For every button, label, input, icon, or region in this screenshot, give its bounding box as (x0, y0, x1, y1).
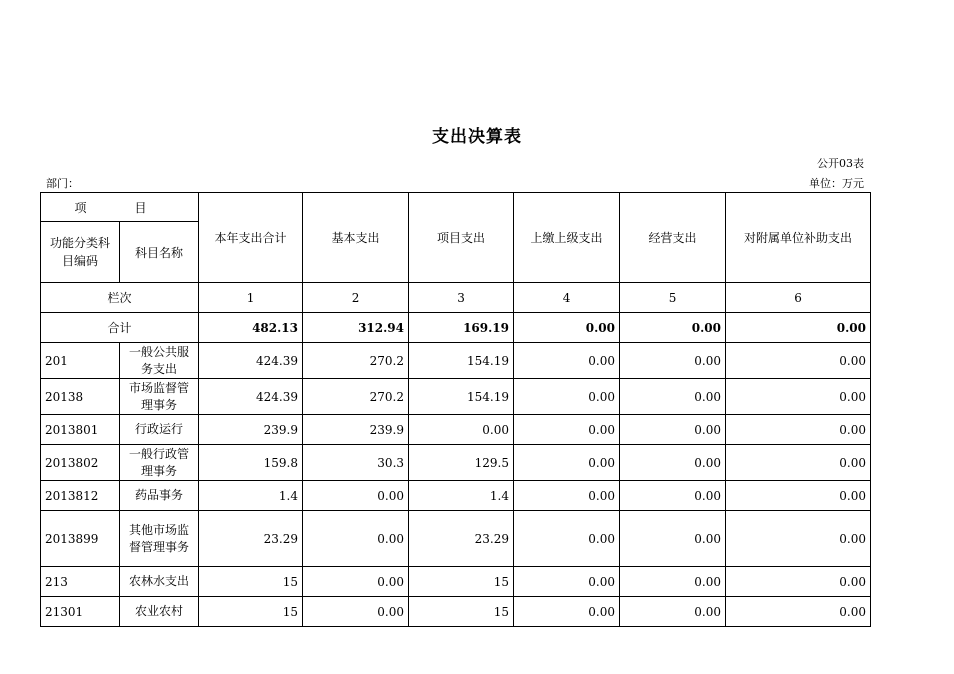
header-col-4: 上缴上级支出 (514, 193, 620, 283)
row-value: 30.3 (303, 445, 409, 481)
row-value: 15 (199, 597, 303, 627)
index-number: 1 (199, 283, 303, 313)
index-number: 2 (303, 283, 409, 313)
index-number: 3 (409, 283, 514, 313)
row-name: 一般公共服务支出 (120, 343, 199, 379)
row-value: 0.00 (514, 481, 620, 511)
table-row (41, 379, 871, 415)
row-name: 一般行政管理事务 (120, 445, 199, 481)
row-value: 154.19 (409, 379, 514, 415)
header-row-project (41, 193, 871, 222)
row-value: 15 (409, 567, 514, 597)
table-row (41, 445, 871, 481)
table-row (41, 597, 871, 627)
row-value: 0.00 (620, 415, 726, 445)
expenditure-table (40, 192, 871, 627)
row-value: 0.00 (620, 445, 726, 481)
row-value: 0.00 (514, 343, 620, 379)
row-value: 270.2 (303, 343, 409, 379)
table-row (41, 415, 871, 445)
row-value: 0.00 (726, 597, 871, 627)
row-value: 0.00 (726, 481, 871, 511)
table-row (41, 343, 871, 379)
row-value: 0.00 (620, 597, 726, 627)
row-name: 药品事务 (120, 481, 199, 511)
row-code: 2013801 (41, 415, 120, 445)
row-value: 239.9 (303, 415, 409, 445)
index-label: 栏次 (41, 283, 199, 313)
header-func-code: 功能分类科目编码 (41, 222, 120, 283)
row-value: 23.29 (409, 511, 514, 567)
index-number: 5 (620, 283, 726, 313)
row-value: 159.8 (199, 445, 303, 481)
header-col-6: 对附属单位补助支出 (726, 193, 871, 283)
header-col-2: 基本支出 (303, 193, 409, 283)
row-value: 0.00 (303, 597, 409, 627)
total-value: 0.00 (514, 313, 620, 343)
unit-label: 单位：万元 (809, 177, 864, 190)
row-value: 0.00 (726, 415, 871, 445)
index-number: 6 (726, 283, 871, 313)
total-row (41, 313, 871, 343)
row-value: 0.00 (726, 343, 871, 379)
index-row (41, 283, 871, 313)
row-code: 20138 (41, 379, 120, 415)
row-value: 0.00 (726, 511, 871, 567)
row-name: 农林水支出 (120, 567, 199, 597)
total-value: 0.00 (726, 313, 871, 343)
row-value: 0.00 (726, 567, 871, 597)
row-code: 21301 (41, 597, 120, 627)
row-value: 154.19 (409, 343, 514, 379)
table-row (41, 511, 871, 567)
row-name: 农业农村 (120, 597, 199, 627)
row-value: 0.00 (514, 415, 620, 445)
index-number: 4 (514, 283, 620, 313)
row-value: 0.00 (620, 343, 726, 379)
row-name: 市场监督管理事务 (120, 379, 199, 415)
row-name: 其他市场监督管理事务 (120, 511, 199, 567)
row-value: 0.00 (620, 567, 726, 597)
row-value: 0.00 (514, 567, 620, 597)
row-value: 0.00 (303, 481, 409, 511)
table-row (41, 567, 871, 597)
row-value: 0.00 (409, 415, 514, 445)
row-value: 0.00 (514, 379, 620, 415)
row-value: 0.00 (620, 379, 726, 415)
row-value: 239.9 (199, 415, 303, 445)
row-value: 129.5 (409, 445, 514, 481)
row-value: 424.39 (199, 379, 303, 415)
header-col-5: 经营支出 (620, 193, 726, 283)
row-value: 0.00 (303, 567, 409, 597)
row-value: 0.00 (514, 445, 620, 481)
row-code: 213 (41, 567, 120, 597)
row-value: 15 (199, 567, 303, 597)
table-row (41, 481, 871, 511)
form-code: 公开03表 (817, 157, 864, 170)
header-col-3: 项目支出 (409, 193, 514, 283)
row-value: 1.4 (199, 481, 303, 511)
row-value: 424.39 (199, 343, 303, 379)
row-value: 0.00 (514, 511, 620, 567)
row-value: 0.00 (303, 511, 409, 567)
row-code: 2013899 (41, 511, 120, 567)
row-name: 行政运行 (120, 415, 199, 445)
total-value: 0.00 (620, 313, 726, 343)
row-value: 0.00 (726, 379, 871, 415)
row-value: 0.00 (620, 511, 726, 567)
row-value: 23.29 (199, 511, 303, 567)
page-title: 支出决算表 (432, 127, 522, 147)
row-value: 0.00 (514, 597, 620, 627)
header-subject-name: 科目名称 (120, 222, 199, 283)
row-code: 2013802 (41, 445, 120, 481)
row-value: 270.2 (303, 379, 409, 415)
row-value: 15 (409, 597, 514, 627)
row-value: 1.4 (409, 481, 514, 511)
header-col-1: 本年支出合计 (199, 193, 303, 283)
department-label: 部门： (46, 177, 79, 190)
row-code: 201 (41, 343, 120, 379)
total-value: 482.13 (199, 313, 303, 343)
row-value: 0.00 (726, 445, 871, 481)
total-value: 169.19 (409, 313, 514, 343)
total-value: 312.94 (303, 313, 409, 343)
row-value: 0.00 (620, 481, 726, 511)
row-code: 2013812 (41, 481, 120, 511)
total-label: 合计 (41, 313, 199, 343)
header-project: 项 目 (41, 193, 199, 222)
